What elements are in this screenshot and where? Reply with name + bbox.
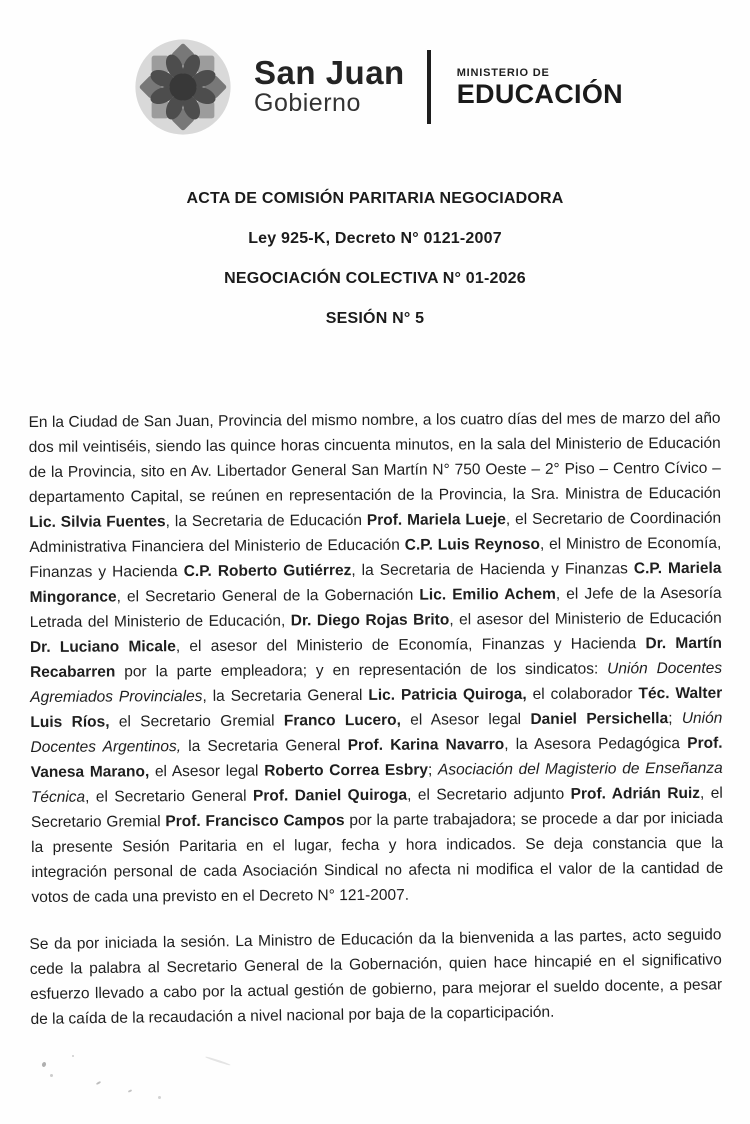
flower-mandala-icon [128, 36, 238, 138]
title-block [0, 190, 750, 328]
session-number-line: SESIÓN N° 5 [325, 310, 425, 327]
scan-speck [205, 1056, 230, 1065]
header-divider [427, 50, 431, 124]
brand-subtitle: Gobierno [254, 89, 361, 118]
negotiation-number-line: NEGOCIACIÓN COLECTIVA N° 01-2026 [224, 270, 526, 287]
brand-title: San Juan [254, 53, 405, 91]
scan-speck [72, 1055, 74, 1057]
scan-speck [96, 1081, 101, 1085]
scan-speck [158, 1096, 161, 1099]
law-decree-line: Ley 925-K, Decreto N° 0121-2007 [248, 230, 502, 247]
scan-speck [41, 1061, 46, 1067]
ministry-block [457, 65, 623, 110]
paragraph-attendees: En la Ciudad de San Juan, Provincia del mismo nombre, a los cuatro días del mes de marzo del año dos mil veintiséis, siendo las quince horas cincuenta minutos, en la sala del Ministerio de Educación de la Provincia, sito en Av. Libertador General San Martín N° 750 Oeste – 2° Piso – Centro Cívico – departamento Capital, se reúnen en representación de la Provincia, la Sra. Ministra de Educación Lic. Silvia Fuentes, la Secretaria de Educación Prof. Mariela Lueje, el Secretario de Coordinación Administrativa Financiera del Ministerio de Educación C.P. Luis Reynoso, el Ministro de Economía, Finanzas y Hacienda C.P. Roberto Gutiérrez, la Secretaria de Hacienda y Finanzas C.P. Mariela Mingorance, el Secretario General de la Gobernación Lic. Emilio Achem, el Jefe de la Asesoría Letrada del Ministerio de Educación, Dr. Diego Rojas Brito, el asesor del Ministerio de Educación Dr. Luciano Micale, el asesor del Ministerio de Economía, Finanzas y Hacienda Dr. Martín Recabarren por la parte empleadora; y en representación de los sindicatos: Unión Docentes Agremiados Provinciales, la Secretaria General Lic. Patricia Quiroga, el colaborador Téc. Walter Luis Ríos, el Secretario Gremial Franco Lucero, el Asesor legal Daniel Persichella; Unión Docentes Argentinos, la Secretaria General Prof. Karina Navarro, la Asesora Pedagógica Prof. Vanesa Marano, el Asesor legal Roberto Correa Esbry; Asociación del Magisterio de Enseñanza Técnica, el Secretario General Prof. Daniel Quiroga, el Secretario adjunto Prof. Adrián Ruiz, el Secretario Gremial Prof. Francisco Campos por la parte trabajadora; se procede a dar por iniciada la presente Sesión Paritaria en el lugar, fecha y hora indicados. Se deja constancia que la integración personal de cada Asociación Sindical no afecta ni modifica el valor de la cantidad de votos de cada una previsto en el Decreto N° 121-2007. [28, 409, 724, 906]
scan-speck [128, 1089, 132, 1093]
paragraph-session-open: Se da por iniciada la sesión. La Ministro de Educación da la bienvenida a las partes, acto seguido cede la palabra al Secretario General de la Gobernación, quien hace hincapié en el significativo esfuerzo llevado a cabo por la actual gestión de gobierno, para mejorar el sueldo docente, a pesar de la caída de la recaudación a nivel nacional por baja de la coparticipación. [29, 926, 723, 1028]
document-title: ACTA DE COMISIÓN PARITARIA NEGOCIADORA [186, 190, 564, 207]
san-juan-government-logo [128, 36, 238, 138]
document-body [30, 410, 722, 1032]
ministry-label-large: EDUCACIÓN [456, 78, 623, 109]
scan-speck [50, 1074, 53, 1077]
ministry-label-small: MINISTERIO DE [456, 66, 550, 79]
letterhead [0, 0, 750, 138]
brand-block [254, 53, 405, 119]
